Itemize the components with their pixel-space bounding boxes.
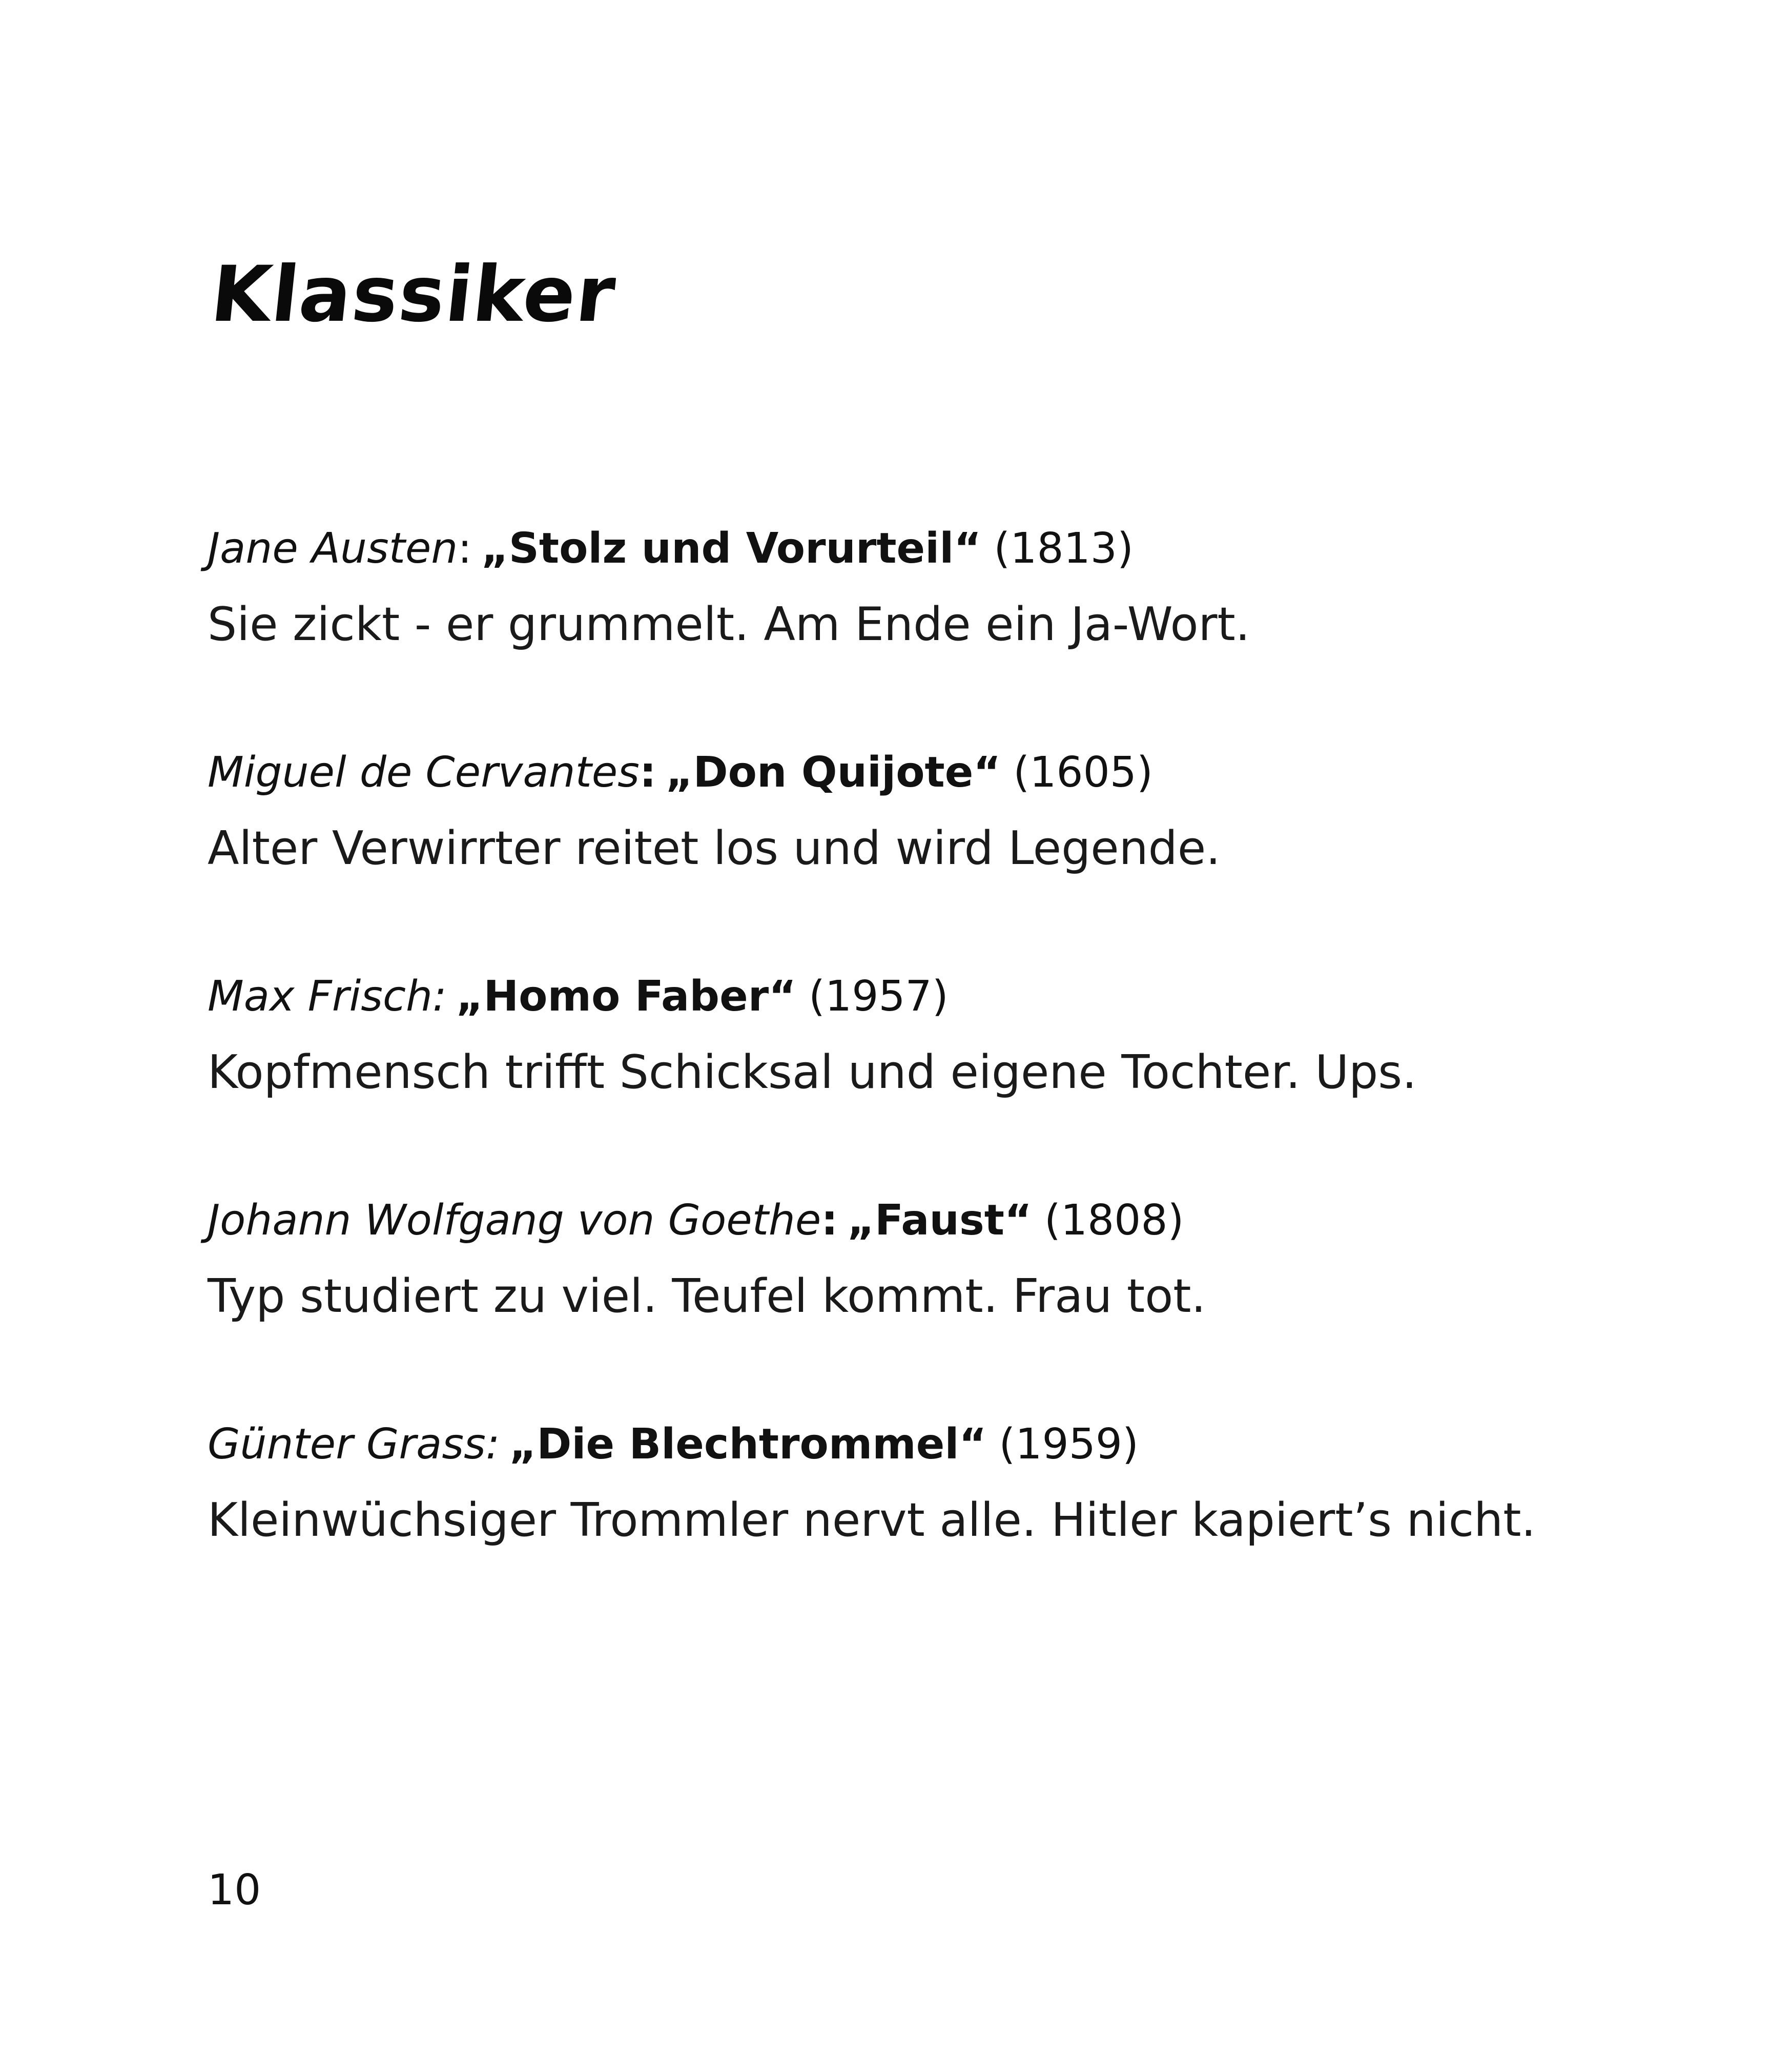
book-separator: : [458, 524, 472, 573]
page-number: 10 [208, 1866, 261, 1915]
book-heading [208, 524, 1745, 579]
book-entry-cervantes [208, 748, 1745, 875]
book-year: (1605) [1013, 748, 1153, 797]
book-title: „Die Blechtrommel“ [509, 1420, 987, 1469]
book-author: Jane Austen [208, 524, 458, 573]
book-separator: : [821, 1196, 838, 1245]
page-title: Klassiker [207, 250, 621, 339]
book-year: (1813) [994, 524, 1134, 573]
book-entry-austen [208, 524, 1745, 651]
book-author: Miguel de Cervantes [208, 748, 640, 797]
book-heading [208, 1196, 1745, 1251]
book-heading [208, 972, 1745, 1027]
book-author: Günter Grass: [208, 1420, 500, 1469]
book-title: „Faust“ [847, 1196, 1032, 1245]
book-summary: Kleinwüchsiger Trommler nervt alle. Hitler kapiert’s nicht. [208, 1493, 1536, 1547]
book-heading [208, 748, 1745, 803]
book-heading [208, 1420, 1745, 1475]
book-summary: Typ studiert zu viel. Teufel kommt. Frau tot. [208, 1269, 1206, 1323]
book-summary: Alter Verwirrter reitet los und wird Legende. [208, 821, 1221, 875]
book-author: Max Frisch: [208, 972, 447, 1021]
book-title: „Homo Faber“ [456, 972, 797, 1021]
book-year: (1808) [1044, 1196, 1184, 1245]
book-author: Johann Wolfgang von Goethe [208, 1196, 821, 1245]
book-title: „Don Quijote“ [665, 748, 1001, 797]
book-entry-goethe [208, 1196, 1745, 1323]
book-entry-grass [208, 1420, 1745, 1547]
book-summary: Kopfmensch trifft Schicksal und eigene Tochter. Ups. [208, 1045, 1417, 1099]
book-year: (1959) [999, 1420, 1139, 1469]
book-title: „Stolz und Vorurteil“ [481, 524, 982, 573]
book-entry-frisch [208, 972, 1745, 1099]
book-summary: Sie zickt - er grummelt. Am Ende ein Ja-Wort. [208, 598, 1250, 651]
book-separator: : [639, 748, 656, 797]
book-year: (1957) [809, 972, 949, 1021]
